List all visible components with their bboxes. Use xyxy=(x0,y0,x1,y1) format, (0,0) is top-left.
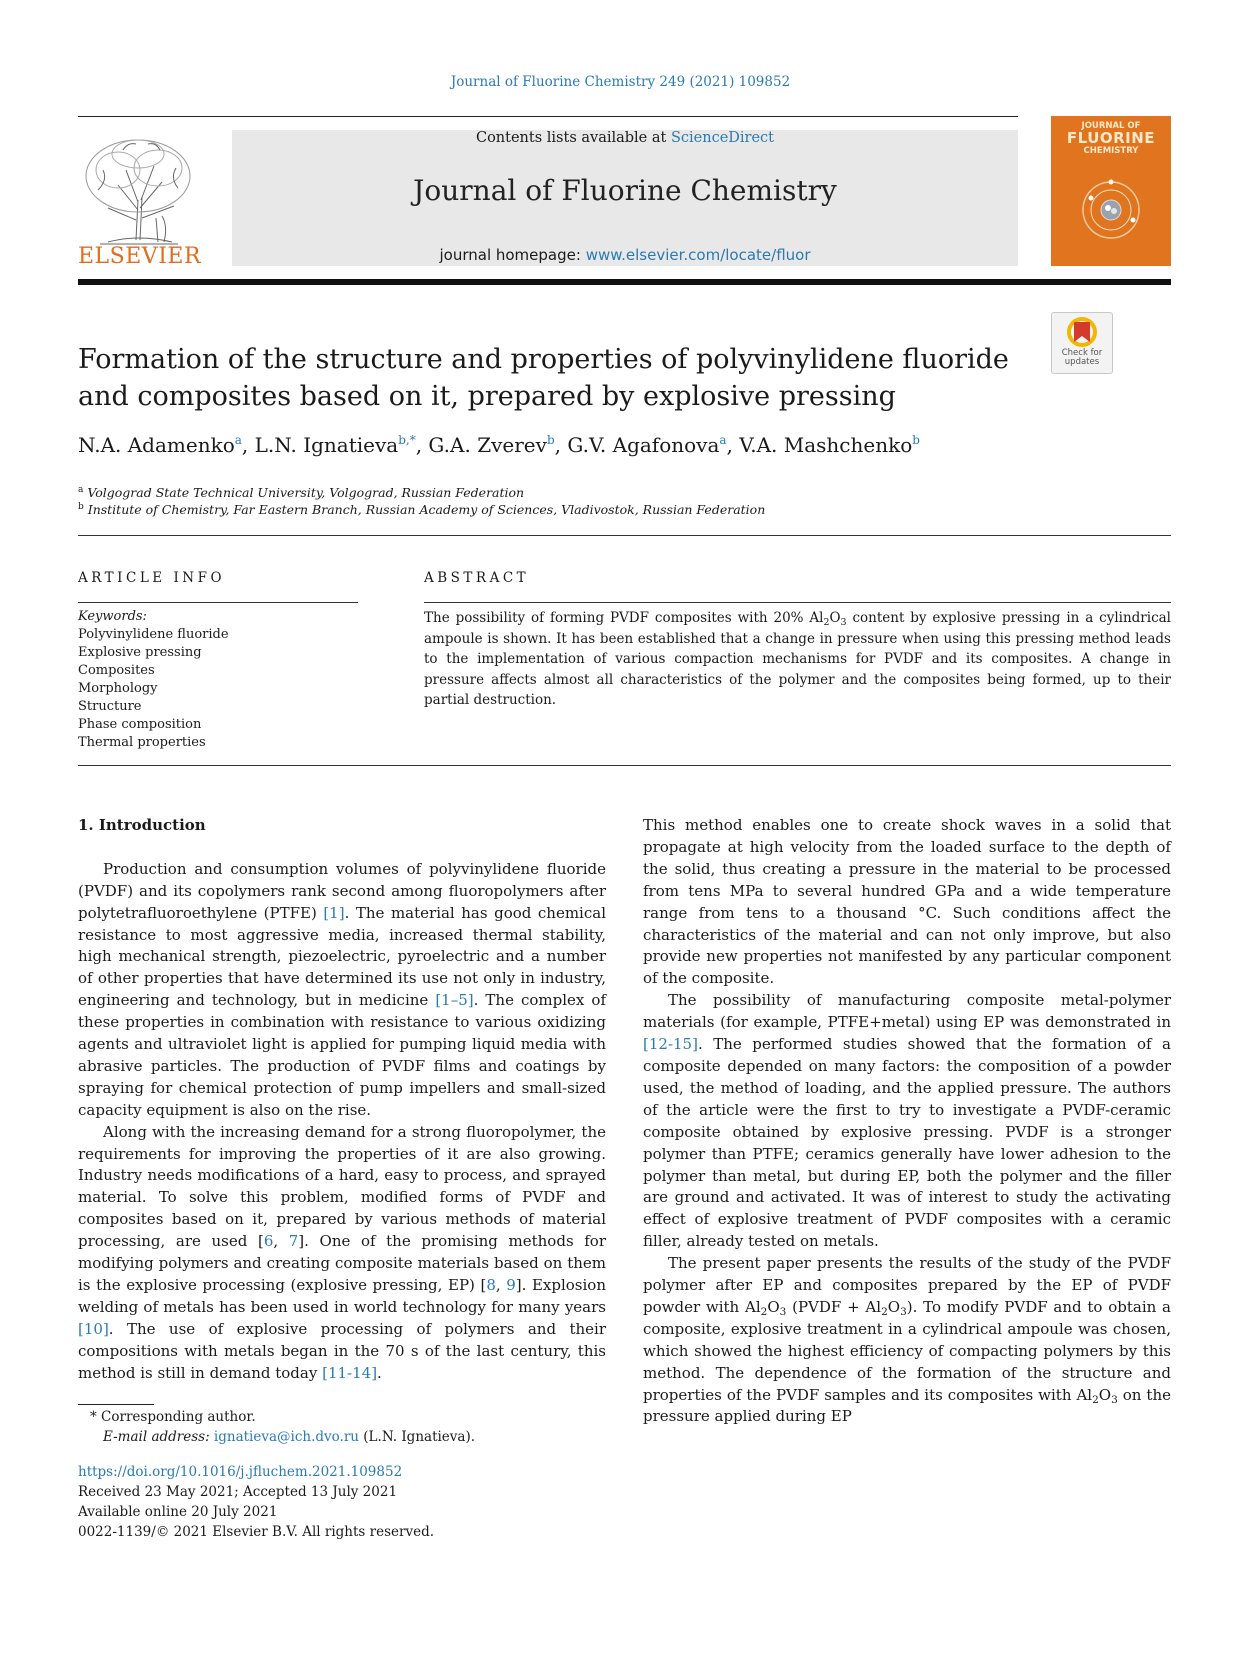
divider xyxy=(78,602,358,603)
email-link[interactable]: ignatieva@ich.dvo.ru xyxy=(213,1429,359,1445)
ref-link[interactable]: [12-15] xyxy=(643,1035,698,1054)
author: N.A. Adamenko xyxy=(78,433,235,457)
keyword: Composites xyxy=(78,663,155,678)
author: G.V. Agafonova xyxy=(567,433,720,457)
paragraph: Production and consumption volumes of polyvinylidene fluoride (PVDF) and its copolymers rank second among fluoropolymers after polytetrafluoroethylene (PTFE) [1]. The material has good chemical resistance to most aggressive media, increased thermal stability, high mechanical strength, piezoelectric, pyroelectric and a number of other properties that have determined its use not only in industry, engineering and technology, but in medicine [1–5]. The complex of these properties in combination with resistance to various oxidizing agents and ultraviolet light is applied for pumping liquid media with abrasive particles. The production of PVDF films and coatings by spraying for chemical protection of pump impellers and small-sized capacity equipment is also on the rise. xyxy=(78,859,606,1119)
ref-link[interactable]: 7 xyxy=(288,1232,299,1251)
ref-link[interactable]: [1–5] xyxy=(435,991,474,1010)
author-affil-link[interactable]: b xyxy=(912,433,920,447)
journal-title: Journal of Fluorine Chemistry xyxy=(413,174,837,207)
sciencedirect-link[interactable]: ScienceDirect xyxy=(670,130,775,146)
author-affil-link[interactable]: b,* xyxy=(398,433,416,447)
paragraph: The possibility of manufacturing composite metal-polymer materials (for example, PTFE+metal) using EP was demonstrated in [12-15]. The performed studies showed that the formation of a composite depended on many factors: the composition of a powder used, the method of loading, and the applied pressure. The authors of the article were the first to try to investigate a PVDF-ceramic composite obtained by explosive pressing. PVDF is a stronger polymer than PTFE; ceramics generally have lower adhesion to the polymer than metal, but during EP, both the polymer and the filler are ground and activated. It was of interest to study the activating effect of explosive treatment of PVDF composites with a ceramic filler, already tested on metals. xyxy=(643,991,1171,1251)
article-info-heading: ARTICLE INFO xyxy=(78,570,226,586)
body-right-column xyxy=(643,815,1171,1428)
article-meta xyxy=(78,1462,678,1542)
homepage-link[interactable]: www.elsevier.com/locate/fluor xyxy=(585,246,811,264)
ref-link[interactable]: [10] xyxy=(78,1319,109,1338)
ref-link[interactable]: 8 xyxy=(486,1276,496,1295)
keyword: Structure xyxy=(78,699,142,714)
divider xyxy=(78,535,1171,536)
journal-homepage: journal homepage: www.elsevier.com/locate/fluor xyxy=(439,246,811,264)
paragraph: This method enables one to create shock waves in a solid that propagate at high velocity from the loaded surface to the depth of the solid, thus creating a pressure in the material to be processed from tens MPa to several hundred GPa and a wide temperature range from tens to a thousand °C. Such conditions affect the characteristics of the material and can not only improve, but also provide new properties not manifested by any particular component of the composite. xyxy=(643,816,1171,988)
ref-link[interactable]: 6 xyxy=(263,1232,274,1251)
divider xyxy=(424,602,1171,603)
header-rule xyxy=(78,116,1018,117)
author: L.N. Ignatieva xyxy=(254,433,399,457)
doi-link[interactable]: https://doi.org/10.1016/j.jfluchem.2021.109852 xyxy=(78,1464,403,1480)
contents-line: Contents lists available at ScienceDirect xyxy=(475,130,775,146)
abstract-heading: ABSTRACT xyxy=(424,570,530,586)
author-affil-link[interactable]: a xyxy=(234,433,242,447)
author: G.A. Zverev xyxy=(428,433,547,457)
publisher-name: ELSEVIER xyxy=(78,244,202,269)
author-affil-link[interactable]: a xyxy=(719,433,727,447)
author-list: N.A. Adamenko$^a$, L.N. Ignatieva$^{b,*}$, G.A. Zverev$^b$, G.V. Agafonova$^a$, V.A. Mashchenko$^b$ xyxy=(78,433,920,457)
check-for-updates-label: Check for updates xyxy=(1061,348,1103,367)
paragraph: Along with the increasing demand for a strong fluoropolymer, the requirements for improving the properties of it are also growing. Industry needs modifications of a hard, easy to process, and sprayed material. To solve this problem, modified forms of PVDF and composites based on it, prepared by various methods of material processing, are used [6, 7]. One of the promising methods for modifying polymers and creating composite materials based on them is the explosive processing (explosive pressing, EP) [8, 9]. Explosion welding of metals has been used in world technology for many years [10]. The use of explosive processing of polymers and their compositions with metals began in the 70 s of the last century, this method is still in demand today [11-14]. xyxy=(78,1122,606,1382)
bookmark-icon xyxy=(1052,313,1112,353)
copyright: 0022-1139/© 2021 Elsevier B.V. All rights reserved. xyxy=(78,1524,435,1540)
cover-title: JOURNAL OF FLUORINE CHEMISTRY xyxy=(1066,121,1156,156)
corresponding-footnote: * Corresponding author. E-mail address: ignatieva@ich.dvo.ru (L.N. Ignatieva). xyxy=(90,1409,476,1445)
keywords-label: Keywords: xyxy=(78,609,147,624)
keyword: Explosive pressing xyxy=(78,645,202,660)
section-heading: 1. Introduction xyxy=(78,816,206,834)
journal-citation[interactable]: Journal of Fluorine Chemistry 249 (2021) 109852 xyxy=(450,74,791,90)
keyword: Polyvinylidene fluoride xyxy=(78,627,229,642)
body-left-column xyxy=(78,815,606,1385)
paragraph: The present paper presents the results of the study of the PVDF polymer after EP and composites prepared by the EP of PVDF powder with $Al_2O_3$ (PVDF + $Al_2O_3$). To modify PVDF and to obtain a composite, explosive treatment in a cylindrical ampoule was chosen, which showed the highest efficiency of compacting polymers by this method. The dependence of the formation of the structure and properties of the PVDF samples and its composites with $Al_2O_3$ on the pressure applied during EP xyxy=(643,1254,1171,1426)
masthead-thick-rule xyxy=(78,279,1171,285)
keyword: Morphology xyxy=(78,681,158,696)
received-dates: Received 23 May 2021; Accepted 13 July 2021 xyxy=(78,1484,398,1500)
divider xyxy=(78,765,1171,766)
affiliation: $^a$ Volgograd State Technical University, Volgograd, Russian Federation xyxy=(78,485,525,500)
ref-link[interactable]: [1] xyxy=(323,903,345,922)
article-title: Formation of the structure and properties of polyvinylidene fluoride and composites based on it, prepared by explosive pressing xyxy=(78,344,1009,412)
keyword: Phase composition xyxy=(78,717,202,732)
keywords-list xyxy=(78,608,368,752)
ref-link[interactable]: [11-14] xyxy=(322,1363,378,1382)
online-date: Available online 20 July 2021 xyxy=(78,1504,278,1520)
affiliation: $^b$ Institute of Chemistry, Far Eastern Branch, Russian Academy of Sciences, Vladivostok, Russian Federation xyxy=(78,502,766,517)
keyword: Thermal properties xyxy=(78,735,206,750)
author: V.A. Mashchenko xyxy=(739,433,913,457)
author-affil-link[interactable]: b xyxy=(546,433,555,447)
abstract-text: The possibility of forming PVDF composites with 20% $Al_2O_3$ content by explosive pressing in a cylindrical ampoule is shown. It has been established that a change in pressure when using this pressing method leads to the implementation of various compaction mechanisms for PVDF and its composites. A change in pressure affects almost all characteristics of the polymer and the composites being formed, up to their partial destruction. xyxy=(424,610,1171,708)
footnote-rule xyxy=(78,1404,154,1405)
ref-link[interactable]: 9 xyxy=(506,1276,516,1295)
atom-icon xyxy=(1079,178,1143,242)
